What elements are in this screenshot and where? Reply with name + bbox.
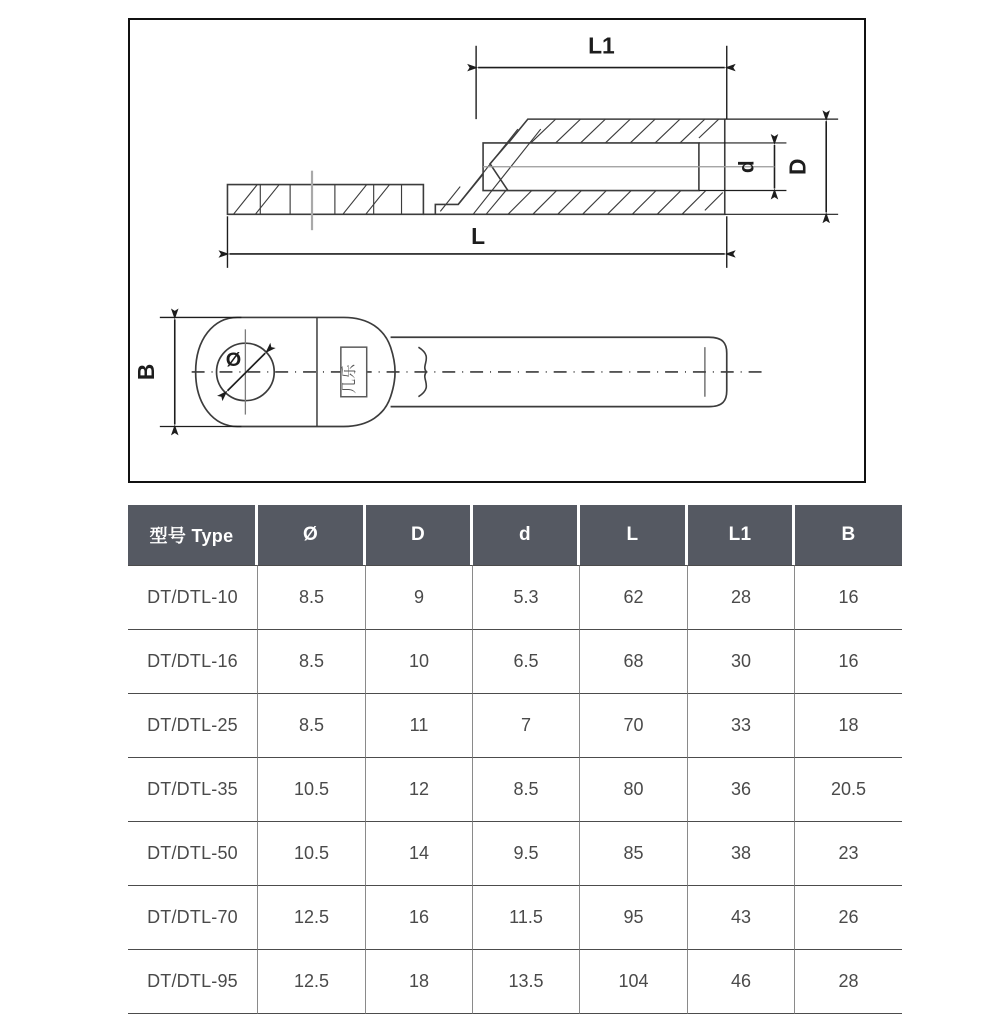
table-row	[128, 822, 902, 886]
cell-type: DT/DTL-70	[128, 886, 258, 950]
cell-d-large: 14	[366, 822, 473, 886]
cell-l: 104	[580, 950, 688, 1014]
cell-diameter: 8.5	[258, 630, 366, 694]
cell-d-small: 5.3	[473, 565, 580, 630]
cell-l: 85	[580, 822, 688, 886]
section-tongue-outline	[227, 185, 423, 215]
cell-l: 62	[580, 565, 688, 630]
cell-d-small: 6.5	[473, 630, 580, 694]
cell-b: 16	[795, 565, 902, 630]
cell-d-small: 8.5	[473, 758, 580, 822]
cell-l1: 28	[688, 565, 795, 630]
table-row	[128, 565, 902, 630]
cell-l1: 38	[688, 822, 795, 886]
cell-l1: 30	[688, 630, 795, 694]
table-row	[128, 886, 902, 950]
cell-l1: 36	[688, 758, 795, 822]
cell-type: DT/DTL-95	[128, 950, 258, 1014]
specification-table	[128, 505, 902, 1014]
cell-diameter: 12.5	[258, 950, 366, 1014]
column-header-diameter: Ø	[258, 505, 366, 565]
section-tongue-hatching	[233, 185, 401, 215]
column-header-b: B	[795, 505, 902, 565]
cell-d-large: 16	[366, 886, 473, 950]
cell-d-small: 7	[473, 694, 580, 758]
cell-d-large: 10	[366, 630, 473, 694]
cell-type: DT/DTL-16	[128, 630, 258, 694]
cell-type: DT/DTL-10	[128, 565, 258, 630]
technical-drawing-panel	[128, 18, 866, 483]
cell-l: 95	[580, 886, 688, 950]
cell-diameter: 10.5	[258, 758, 366, 822]
column-header-d-small: d	[473, 505, 580, 565]
cell-type: DT/DTL-25	[128, 694, 258, 758]
table-body	[128, 565, 902, 1014]
cell-b: 26	[795, 886, 902, 950]
cell-diameter: 10.5	[258, 822, 366, 886]
cell-d-small: 9.5	[473, 822, 580, 886]
cell-l: 68	[580, 630, 688, 694]
cell-b: 28	[795, 950, 902, 1014]
cell-b: 23	[795, 822, 902, 886]
column-header-l1: L1	[688, 505, 795, 565]
cell-type: DT/DTL-35	[128, 758, 258, 822]
cell-d-large: 12	[366, 758, 473, 822]
cell-d-small: 13.5	[473, 950, 580, 1014]
plan-marking-text: 几乐	[339, 364, 358, 394]
diameter-symbol-icon: Ø	[225, 349, 242, 371]
cell-d-small: 11.5	[473, 886, 580, 950]
table-row	[128, 950, 902, 1014]
cell-d-large: 18	[366, 950, 473, 1014]
cell-diameter: 12.5	[258, 886, 366, 950]
table-row	[128, 694, 902, 758]
cell-l1: 43	[688, 886, 795, 950]
cell-b: 20.5	[795, 758, 902, 822]
cell-l: 80	[580, 758, 688, 822]
cell-d-large: 11	[366, 694, 473, 758]
table-header-row	[128, 505, 902, 565]
cell-type: DT/DTL-50	[128, 822, 258, 886]
table-row	[128, 758, 902, 822]
label-d-small: d	[735, 160, 759, 174]
label-l1: L1	[588, 32, 615, 59]
table-row	[128, 630, 902, 694]
label-d-large: D	[784, 158, 811, 175]
label-b: B	[132, 363, 159, 381]
label-l: L	[471, 223, 486, 250]
cell-diameter: 8.5	[258, 694, 366, 758]
technical-drawing-svg	[130, 20, 864, 481]
column-header-d-large: D	[366, 505, 473, 565]
cell-b: 16	[795, 630, 902, 694]
section-barrel-hatching-upper	[531, 119, 719, 143]
cell-diameter: 8.5	[258, 565, 366, 630]
cell-d-large: 9	[366, 565, 473, 630]
cell-b: 18	[795, 694, 902, 758]
column-header-type: 型号 Type	[128, 505, 258, 565]
column-header-l: L	[580, 505, 688, 565]
cell-l: 70	[580, 694, 688, 758]
cell-l1: 46	[688, 950, 795, 1014]
table-header	[128, 505, 902, 565]
section-barrel-hatching-lower	[508, 191, 723, 215]
cell-l1: 33	[688, 694, 795, 758]
